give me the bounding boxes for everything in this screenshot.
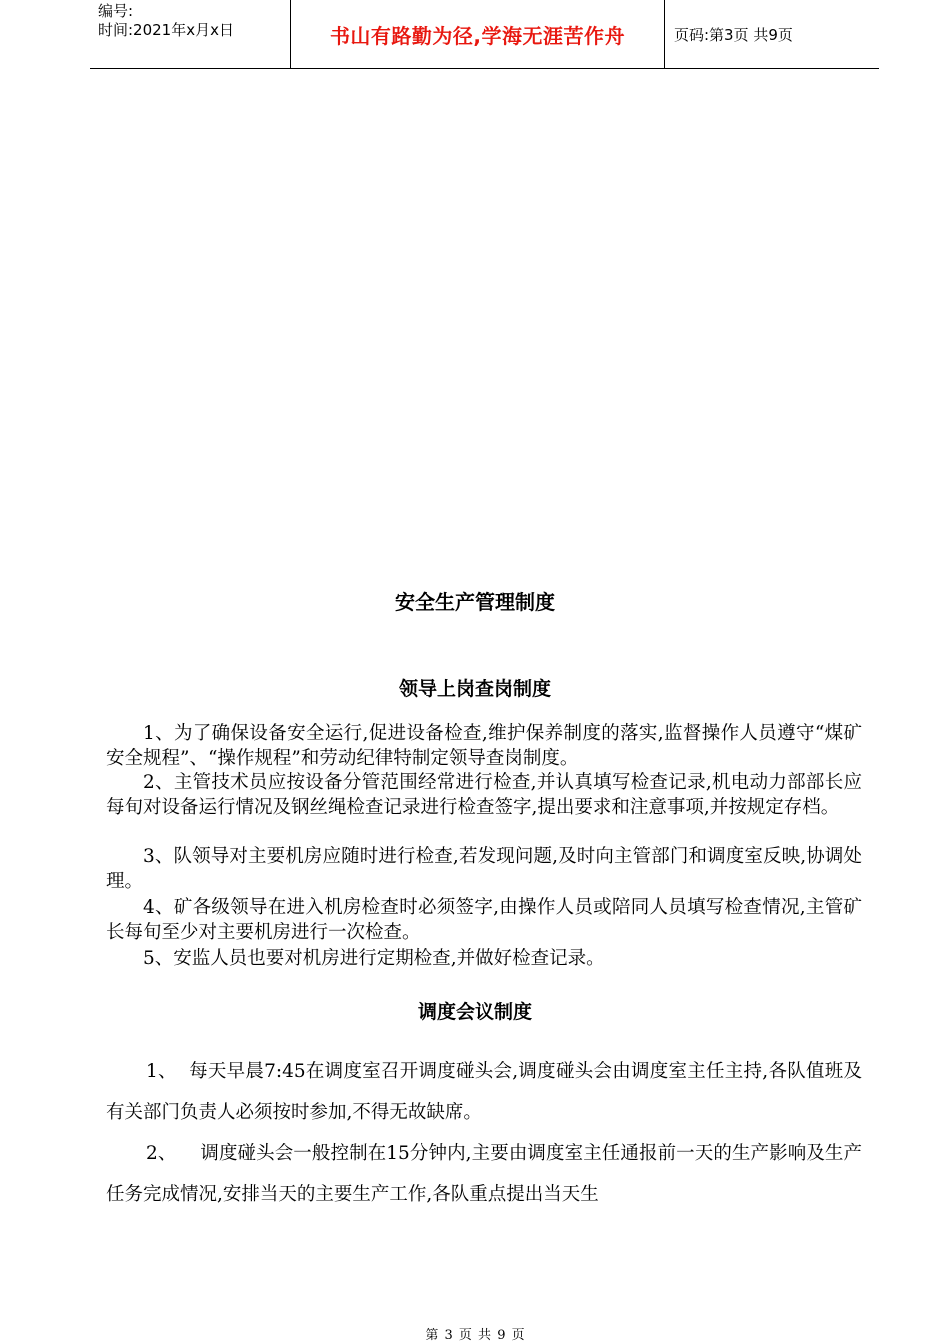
section-heading: 领导上岗查岗制度 [398, 678, 551, 700]
header-page-cell [664, 0, 879, 68]
section-paragraph: 1、 每天早晨7:45在调度室召开调度碰头会,调度碰头会由调度室主任主持,各队值班及有关部门负责人必须按时参加,不得无故缺席。 [106, 1061, 862, 1123]
serial-label: 编号: [98, 2, 134, 20]
header-motto-cell [290, 0, 665, 68]
motto-text: 书山有路勤为径,学海无涯苦作舟 [329, 23, 626, 48]
page-number-label: 页码:第3页 共9页 [674, 25, 793, 44]
section-heading: 调度会议制度 [417, 1001, 532, 1023]
section-paragraph: 5、安监人员也要对机房进行定期检查,并做好检查记录。 [143, 948, 605, 969]
section-paragraph: 2、 调度碰头会一般控制在15分钟内,主要由调度室主任通报前一天的生产影响及生产任务完成情况,安排当天的主要生产工作,各队重点提出当天生 [106, 1143, 862, 1205]
page-footer: 第 3 页 共 9 页 [425, 1328, 525, 1343]
section-paragraph: 2、主管技术员应按设备分管范围经常进行检查,并认真填写检查记录,机电动力部部长应每旬对设备运行情况及钢丝绳检查记录进行检查签字,提出要求和注意事项,并按规定存档。 [106, 772, 862, 818]
page-header [90, 0, 879, 69]
document-title: 安全生产管理制度 [395, 590, 555, 614]
date-label: 时间:2021年x月x日 [98, 21, 234, 39]
header-info-cell [90, 0, 290, 68]
section-paragraph: 1、为了确保设备安全运行,促进设备检查,维护保养制度的落实,监督操作人员遵守“煤矿安全规程”、“操作规程”和劳动纪律特制定领导查岗制度。 [106, 723, 862, 769]
section-paragraph: 4、矿各级领导在进入机房检查时必须签字,由操作人员或陪同人员填写检查情况,主管矿长每旬至少对主要机房进行一次检查。 [106, 897, 862, 943]
section-paragraph: 3、队领导对主要机房应随时进行检查,若发现问题,及时向主管部门和调度室反映,协调处理。 [106, 846, 862, 892]
